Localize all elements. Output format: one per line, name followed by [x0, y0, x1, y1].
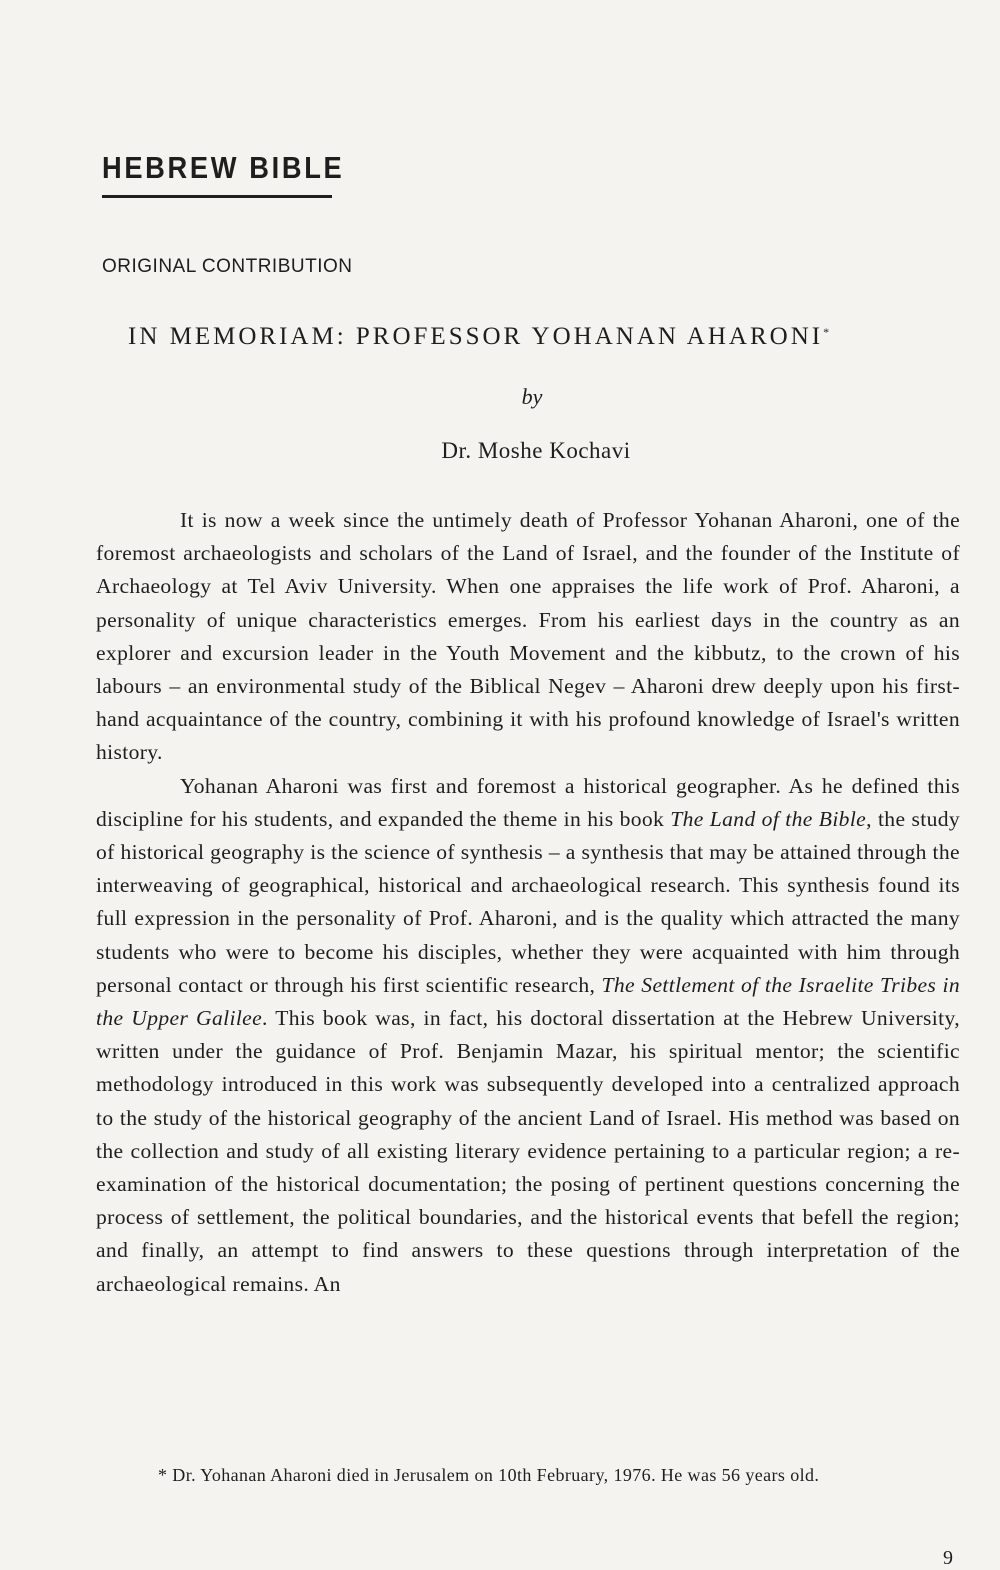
byline-prefix: by: [521, 384, 543, 409]
author-name: Dr. Moshe Kochavi: [441, 438, 631, 463]
section-heading: HEBREW BIBLE: [102, 150, 345, 185]
heading-underline: [102, 195, 332, 198]
body-paragraph: It is now a week since the untimely death of Professor Yohanan Aharoni, one of the foremost archaeologists and scholars of the Land of Israel, and the founder of the Institute of Archaeology at Tel Aviv University. When one appraises the life work of Prof. Aharoni, a personality of unique characteristics emerges. From his earliest days in the country as an explorer and excursion leader in the Youth Movement and the kibbutz, to the crown of his labours – an environmental study of the Biblical Negev – Aharoni drew deeply upon his first-hand acquaintance of the country, combining it with his profound knowledge of Israel's written history.: [96, 508, 960, 765]
book-title: The Land of the Bible: [670, 806, 867, 831]
contribution-label: ORIGINAL CONTRIBUTION: [102, 256, 353, 277]
article-body: [96, 504, 960, 1301]
article-title-text: IN MEMORIAM: PROFESSOR YOHANAN AHARONI: [128, 323, 824, 350]
footnote: * Dr. Yohanan Aharoni died in Jerusalem on 10th February, 1976. He was 56 years old.: [158, 1465, 820, 1485]
title-footnote-marker: *: [823, 325, 833, 339]
page-number: 9: [943, 1547, 953, 1569]
body-paragraph: Yohanan Aharoni was first and foremost a historical geographer. As he defined this discipline for his students, and expanded the theme in his book The Land of the Bible, the study of historical geography is the science of synthesis – a synthesis that may be attained through the interweaving of geographical, historical and archaeological research. This synthesis found its full expression in the personality of Prof. Aharoni, and is the quality which attracted the many students who were to become his disciples, whether they were acquainted with him through personal contact or through his first scientific research, The Settlement of the Israelite Tribes in the Upper Galilee. This book was, in fact, his doctoral dissertation at the Hebrew University, written under the guidance of Prof. Benjamin Mazar, his spiritual mentor; the scientific methodology introduced in this work was subsequently developed into a centralized approach to the study of the historical geography of the ancient Land of Israel. His method was based on the collection and study of all existing literary evidence pertaining to a particular region; a re-examination of the historical documentation; the posing of pertinent questions concerning the process of settlement, the political boundaries, and the historical events that befell the region; and finally, an attempt to find answers to these questions through interpretation of the archaeological remains. An: [96, 773, 961, 1296]
book-title: The Settlement of the Israelite Tribes in the Upper Galilee: [96, 972, 960, 1031]
article-title: [128, 323, 832, 351]
